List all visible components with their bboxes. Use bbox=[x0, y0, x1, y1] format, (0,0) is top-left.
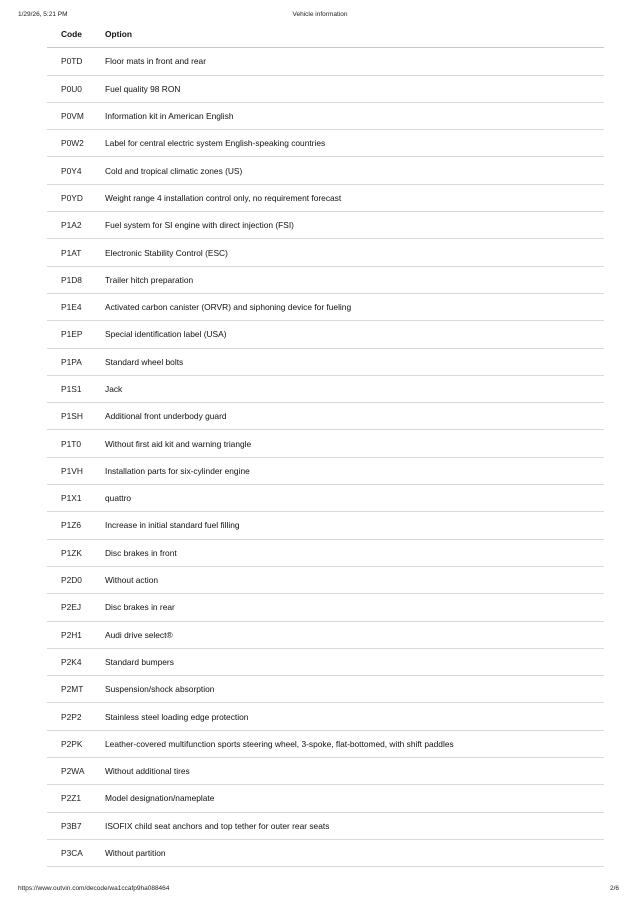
option-code: P1EP bbox=[47, 321, 105, 348]
option-description: Disc brakes in rear bbox=[105, 594, 604, 621]
table-row bbox=[47, 239, 604, 266]
option-description: Electronic Stability Control (ESC) bbox=[105, 239, 604, 266]
print-datetime: 1/29/26, 5:21 PM bbox=[18, 11, 68, 18]
header-row bbox=[47, 21, 604, 48]
table-row bbox=[47, 485, 604, 512]
option-description: quattro bbox=[105, 485, 604, 512]
option-description: Activated carbon canister (ORVR) and siphoning device for fueling bbox=[105, 293, 604, 320]
table-row bbox=[47, 266, 604, 293]
table-row bbox=[47, 758, 604, 785]
column-header-option: Option bbox=[105, 21, 604, 48]
option-code: P2EJ bbox=[47, 594, 105, 621]
option-code: P0VM bbox=[47, 102, 105, 129]
table-row bbox=[47, 375, 604, 402]
table-row bbox=[47, 566, 604, 593]
option-description: Information kit in American English bbox=[105, 102, 604, 129]
option-description: Standard wheel bolts bbox=[105, 348, 604, 375]
table-row bbox=[47, 839, 604, 866]
table-row bbox=[47, 321, 604, 348]
option-code: P0TD bbox=[47, 48, 105, 75]
table-row bbox=[47, 648, 604, 675]
table-row bbox=[47, 676, 604, 703]
option-code: P3B7 bbox=[47, 812, 105, 839]
table-row bbox=[47, 157, 604, 184]
page-title: Vehicle information bbox=[292, 11, 348, 18]
option-description: Stainless steel loading edge protection bbox=[105, 703, 604, 730]
option-description: Without partition bbox=[105, 839, 604, 866]
table-header bbox=[47, 21, 604, 48]
table-row bbox=[47, 212, 604, 239]
option-description: Suspension/shock absorption bbox=[105, 676, 604, 703]
print-footer bbox=[18, 885, 622, 895]
table-row bbox=[47, 293, 604, 320]
option-code: P0U0 bbox=[47, 75, 105, 102]
option-code: P2D0 bbox=[47, 566, 105, 593]
option-description: Weight range 4 installation control only, no requirement forecast bbox=[105, 184, 604, 211]
option-description: Without additional tires bbox=[105, 758, 604, 785]
option-code: P0YD bbox=[47, 184, 105, 211]
table-row bbox=[47, 512, 604, 539]
option-description: Increase in initial standard fuel filling bbox=[105, 512, 604, 539]
option-description: ISOFIX child seat anchors and top tether for outer rear seats bbox=[105, 812, 604, 839]
table-body bbox=[47, 48, 604, 867]
option-description: Standard bumpers bbox=[105, 648, 604, 675]
option-code: P1A2 bbox=[47, 212, 105, 239]
option-code: P1AT bbox=[47, 239, 105, 266]
option-code: P2WA bbox=[47, 758, 105, 785]
option-description: Without action bbox=[105, 566, 604, 593]
option-code: P2MT bbox=[47, 676, 105, 703]
option-description: Audi drive select® bbox=[105, 621, 604, 648]
table-row bbox=[47, 785, 604, 812]
option-code: P1E4 bbox=[47, 293, 105, 320]
table-row bbox=[47, 102, 604, 129]
option-code: P1S1 bbox=[47, 375, 105, 402]
table-row bbox=[47, 403, 604, 430]
option-code: P3CA bbox=[47, 839, 105, 866]
table-row bbox=[47, 48, 604, 75]
option-description: Model designation/nameplate bbox=[105, 785, 604, 812]
option-description: Fuel system for SI engine with direct injection (FSI) bbox=[105, 212, 604, 239]
option-code: P2P2 bbox=[47, 703, 105, 730]
option-description: Floor mats in front and rear bbox=[105, 48, 604, 75]
option-code: P1VH bbox=[47, 457, 105, 484]
option-code: P1X1 bbox=[47, 485, 105, 512]
option-description: Cold and tropical climatic zones (US) bbox=[105, 157, 604, 184]
option-description: Additional front underbody guard bbox=[105, 403, 604, 430]
table-row bbox=[47, 539, 604, 566]
table-row bbox=[47, 75, 604, 102]
option-code: P0W2 bbox=[47, 130, 105, 157]
table-row bbox=[47, 730, 604, 757]
option-code: P1ZK bbox=[47, 539, 105, 566]
table-row bbox=[47, 703, 604, 730]
table-row bbox=[47, 130, 604, 157]
table-row bbox=[47, 348, 604, 375]
option-description: Jack bbox=[105, 375, 604, 402]
table-row bbox=[47, 594, 604, 621]
option-description: Fuel quality 98 RON bbox=[105, 75, 604, 102]
option-code: P1Z6 bbox=[47, 512, 105, 539]
option-code: P2PK bbox=[47, 730, 105, 757]
option-code: P2H1 bbox=[47, 621, 105, 648]
option-description: Special identification label (USA) bbox=[105, 321, 604, 348]
options-table bbox=[47, 21, 604, 867]
option-code: P1T0 bbox=[47, 430, 105, 457]
option-description: Without first aid kit and warning triangle bbox=[105, 430, 604, 457]
option-description: Installation parts for six-cylinder engine bbox=[105, 457, 604, 484]
option-description: Trailer hitch preparation bbox=[105, 266, 604, 293]
option-description: Disc brakes in front bbox=[105, 539, 604, 566]
print-header bbox=[18, 11, 622, 21]
table-row bbox=[47, 812, 604, 839]
page-number: 2/6 bbox=[609, 885, 619, 892]
option-description: Label for central electric system English-speaking countries bbox=[105, 130, 604, 157]
column-header-code: Code bbox=[47, 21, 105, 48]
table-row bbox=[47, 457, 604, 484]
option-code: P1SH bbox=[47, 403, 105, 430]
option-code: P1D8 bbox=[47, 266, 105, 293]
option-description: Leather-covered multifunction sports steering wheel, 3-spoke, flat-bottomed, with shift paddles bbox=[105, 730, 604, 757]
table-row bbox=[47, 184, 604, 211]
option-code: P0Y4 bbox=[47, 157, 105, 184]
option-code: P2K4 bbox=[47, 648, 105, 675]
page-url: https://www.outvin.com/decode/wa1ccafp9ha088464 bbox=[18, 885, 170, 892]
table-row bbox=[47, 430, 604, 457]
table-row bbox=[47, 621, 604, 648]
option-code: P1PA bbox=[47, 348, 105, 375]
option-code: P2Z1 bbox=[47, 785, 105, 812]
